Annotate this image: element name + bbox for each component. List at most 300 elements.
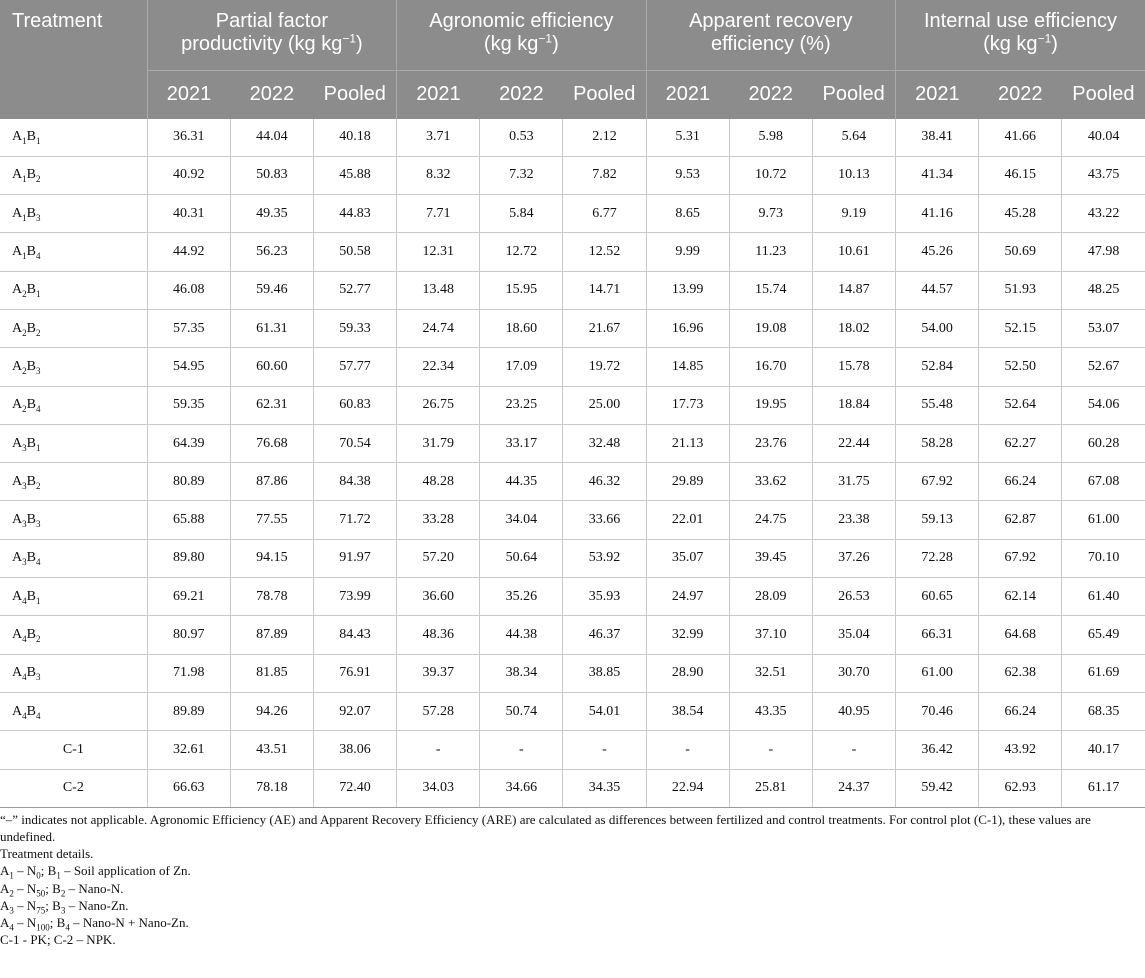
value-cell: 53.92 [563,539,646,577]
value-cell: 43.51 [230,731,313,769]
value-cell: 64.39 [147,424,230,462]
value-cell: 40.04 [1062,119,1145,157]
value-cell: 44.04 [230,119,313,157]
value-cell: 66.63 [147,769,230,807]
value-cell: 35.26 [480,578,563,616]
value-cell: 41.66 [979,119,1062,157]
value-cell: 57.20 [397,539,480,577]
value-cell: 41.34 [896,156,979,194]
value-cell: 17.09 [480,348,563,386]
treatment-details-list [0,862,1145,931]
value-cell: 18.60 [480,309,563,347]
value-cell: 45.26 [896,233,979,271]
treatment-cell [0,156,147,194]
detail-sep: ; B [45,897,61,913]
value-cell: 87.86 [230,463,313,501]
value-cell: 5.84 [480,195,563,233]
value-cell: 80.89 [147,463,230,501]
subheader-2-2: Pooled [812,70,895,119]
value-cell: 54.06 [1062,386,1145,424]
value-cell: 43.22 [1062,195,1145,233]
treatment-bn: 4 [35,250,41,261]
value-cell: 44.38 [480,616,563,654]
header-apparent-recovery-efficiency [646,0,895,70]
detail-part: Nano-N + Nano-Zn. [82,915,189,931]
header-sup: −1 [342,31,356,46]
value-cell: 31.79 [397,424,480,462]
value-cell: 84.43 [313,616,396,654]
value-cell: 11.23 [729,233,812,271]
value-cell: 40.95 [812,692,895,730]
treatment-cell [0,233,147,271]
value-cell: 69.21 [147,578,230,616]
treatment-an: 3 [22,557,27,568]
treatment-an: 2 [22,365,27,376]
value-cell: 53.07 [1062,309,1145,347]
treatment-bn: 3 [35,518,41,529]
value-cell: 21.13 [646,424,729,462]
value-cell: 67.92 [896,463,979,501]
treatment-bn: 3 [35,212,41,223]
value-cell: 62.87 [979,501,1062,539]
value-cell: 7.32 [480,156,563,194]
treatment-b: B [26,282,36,298]
value-cell: 55.48 [896,386,979,424]
value-cell: - [812,731,895,769]
detail-part: Nano-N. [78,880,124,896]
treatment-a: A [12,550,23,566]
value-cell: 40.92 [147,156,230,194]
treatment-cell [0,654,147,692]
value-cell: 65.88 [147,501,230,539]
value-cell: 87.89 [230,616,313,654]
table-row [0,233,1145,271]
value-cell: 89.80 [147,539,230,577]
detail-sep: ; B [40,863,57,879]
footnote-main: “–” indicates not applicable. Agronomic Efficiency (AE) and Apparent Recovery Efficiency (ARE) are calculated as differences between fertilized and control treatments. For control plot (C-1), these values are undefined. [0,811,1091,845]
value-cell: 37.26 [812,539,895,577]
treatment-a: A [12,167,23,183]
treatment-bn: 2 [35,327,41,338]
value-cell: 38.41 [896,119,979,157]
value-cell: 54.00 [896,309,979,347]
value-cell: 64.68 [979,616,1062,654]
value-cell: 39.45 [729,539,812,577]
value-cell: 9.53 [646,156,729,194]
table-row [0,692,1145,730]
table-row [0,539,1145,577]
treatment-bn: 3 [35,365,41,376]
treatment-b: B [26,244,36,260]
value-cell: 35.07 [646,539,729,577]
value-cell: 67.08 [1062,463,1145,501]
value-cell: 44.92 [147,233,230,271]
header-line-2: efficiency (%) [710,33,831,55]
value-cell: 77.55 [230,501,313,539]
detail-part: 1 [56,871,61,882]
table-row [0,195,1145,233]
treatment-cell [0,424,147,462]
treatment-cell [0,195,147,233]
value-cell: 19.72 [563,348,646,386]
header-line-1: Agronomic efficiency [429,10,614,32]
value-cell: 57.35 [147,309,230,347]
treatment-a: A [12,435,23,451]
value-cell: 62.38 [979,654,1062,692]
value-cell: 59.46 [230,271,313,309]
treatment-b: B [26,665,36,681]
treatment-b: B [26,129,36,145]
detail-part: 1 [9,871,14,882]
treatment-cell [0,271,147,309]
treatment-an: 1 [22,212,27,223]
value-cell: 43.75 [1062,156,1145,194]
value-cell: 12.72 [480,233,563,271]
value-cell: 46.15 [979,156,1062,194]
value-cell: - [646,731,729,769]
treatment-b: B [26,512,36,528]
value-cell: 43.35 [729,692,812,730]
value-cell: 33.17 [480,424,563,462]
value-cell: 44.35 [480,463,563,501]
value-cell: 50.58 [313,233,396,271]
value-cell: 38.54 [646,692,729,730]
value-cell: 19.08 [729,309,812,347]
treatment-a: A [12,205,23,221]
detail-sep: A [0,915,10,931]
treatment-cell [0,501,147,539]
detail-sep: ; B [45,880,61,896]
header-partial-factor-productivity [147,0,396,70]
table-row [0,731,1145,769]
value-cell: 34.35 [563,769,646,807]
value-cell: 2.12 [563,119,646,157]
value-cell: 76.68 [230,424,313,462]
treatment-cell: C-1 [0,731,147,769]
treatment-a: A [12,244,23,260]
treatment-bn: 4 [35,710,41,721]
treatment-cell [0,463,147,501]
value-cell: 50.69 [979,233,1062,271]
value-cell: 46.08 [147,271,230,309]
value-cell: 48.36 [397,616,480,654]
value-cell: 24.75 [729,501,812,539]
value-cell: 39.37 [397,654,480,692]
value-cell: 91.97 [313,539,396,577]
subheader-3-0: 2021 [896,70,979,119]
value-cell: - [563,731,646,769]
table-row [0,424,1145,462]
detail-sep: – [69,915,83,931]
value-cell: 62.14 [979,578,1062,616]
value-cell: 0.53 [480,119,563,157]
treatment-bn: 1 [35,135,41,146]
value-cell: 32.48 [563,424,646,462]
treatment-cell [0,616,147,654]
detail-sep: A [0,863,10,879]
value-cell: 5.98 [729,119,812,157]
treatment-a: A [12,282,23,298]
value-cell: 59.35 [147,386,230,424]
subheader-0-1: 2022 [230,70,313,119]
treatment-cell [0,119,147,157]
treatment-an: 3 [22,480,27,491]
value-cell: 52.77 [313,271,396,309]
subheader-1-0: 2021 [397,70,480,119]
subheader-2-0: 2021 [646,70,729,119]
treatment-a: A [12,320,23,336]
value-cell: 24.37 [812,769,895,807]
value-cell: 26.75 [397,386,480,424]
detail-sep: – N [13,915,37,931]
value-cell: 24.74 [397,309,480,347]
table-row [0,463,1145,501]
treatment-b: B [26,397,36,413]
value-cell: 58.28 [896,424,979,462]
treatment-cell [0,539,147,577]
header-line-2: productivity (kg kg [181,33,343,55]
value-cell: 32.51 [729,654,812,692]
value-cell: 44.57 [896,271,979,309]
value-cell: 18.84 [812,386,895,424]
value-cell: 52.64 [979,386,1062,424]
value-cell: 60.83 [313,386,396,424]
value-cell: 14.85 [646,348,729,386]
header-close: ) [552,33,559,55]
header-line-1: Partial factor [215,10,329,32]
treatment-an: 3 [22,442,27,453]
treatment-an: 4 [22,595,27,606]
header-close: ) [1051,33,1058,55]
value-cell: 32.99 [646,616,729,654]
value-cell: 22.01 [646,501,729,539]
value-cell: 23.38 [812,501,895,539]
value-cell: 70.54 [313,424,396,462]
control-details: C-1 - PK; C-2 – NPK. [0,932,116,948]
value-cell: 71.98 [147,654,230,692]
value-cell: 52.84 [896,348,979,386]
table-row [0,578,1145,616]
subheader-1-2: Pooled [563,70,646,119]
value-cell: 45.28 [979,195,1062,233]
table-header [0,0,1145,119]
table-row [0,501,1145,539]
value-cell: 78.18 [230,769,313,807]
detail-sep: – N [13,863,37,879]
value-cell: 54.95 [147,348,230,386]
header-line-1: Internal use efficiency [923,10,1118,32]
value-cell: 29.89 [646,463,729,501]
treatment-b: B [26,320,36,336]
value-cell: 61.40 [1062,578,1145,616]
detail-sep: A [0,880,10,896]
value-cell: 46.32 [563,463,646,501]
treatment-detail-line [0,862,1145,882]
treatment-a: A [12,512,23,528]
value-cell: - [397,731,480,769]
value-cell: 66.31 [896,616,979,654]
header-sup: −1 [1037,31,1052,46]
value-cell: 47.98 [1062,233,1145,271]
value-cell: 12.52 [563,233,646,271]
value-cell: 61.00 [1062,501,1145,539]
value-cell: 9.73 [729,195,812,233]
value-cell: 70.46 [896,692,979,730]
value-cell: 65.49 [1062,616,1145,654]
treatment-an: 2 [22,289,27,300]
value-cell: 52.67 [1062,348,1145,386]
detail-part: Nano-Zn. [78,897,129,913]
value-cell: 16.70 [729,348,812,386]
header-sup: −1 [538,31,553,46]
detail-part: 0 [36,871,41,882]
value-cell: 50.83 [230,156,313,194]
treatment-b: B [26,358,36,374]
table-footnotes [0,808,1145,949]
value-cell: 70.10 [1062,539,1145,577]
value-cell: 30.70 [812,654,895,692]
table-row [0,156,1145,194]
value-cell: 9.19 [812,195,895,233]
treatment-header: Treatment [0,0,147,119]
value-cell: 61.69 [1062,654,1145,692]
subheader-3-2: Pooled [1062,70,1145,119]
value-cell: 26.53 [812,578,895,616]
treatment-cell [0,692,147,730]
header-line-1: Apparent recovery [689,10,853,32]
value-cell: 40.17 [1062,731,1145,769]
value-cell: 45.88 [313,156,396,194]
value-cell: 61.00 [896,654,979,692]
value-cell: 61.17 [1062,769,1145,807]
value-cell: 92.07 [313,692,396,730]
value-cell: 5.64 [812,119,895,157]
value-cell: 22.44 [812,424,895,462]
treatment-an: 2 [22,327,27,338]
value-cell: 22.34 [397,348,480,386]
value-cell: 22.94 [646,769,729,807]
value-cell: 94.15 [230,539,313,577]
value-cell: 38.06 [313,731,396,769]
detail-sep: – [60,863,74,879]
value-cell: 62.31 [230,386,313,424]
header-close: ) [356,33,363,55]
value-cell: 7.71 [397,195,480,233]
value-cell: 56.23 [230,233,313,271]
treatment-b: B [26,435,36,451]
detail-part: 2 [9,888,14,899]
treatment-an: 1 [22,174,27,185]
value-cell: 23.25 [480,386,563,424]
value-cell: 35.04 [812,616,895,654]
table-row [0,119,1145,157]
value-cell: 66.24 [979,692,1062,730]
value-cell: 15.78 [812,348,895,386]
treatment-b: B [26,205,36,221]
treatment-cell [0,386,147,424]
treatment-an: 4 [22,672,27,683]
treatment-b: B [26,703,36,719]
value-cell: 36.60 [397,578,480,616]
treatment-bn: 1 [35,289,41,300]
treatment-bn: 4 [35,557,41,568]
table-row [0,769,1145,807]
value-cell: 52.50 [979,348,1062,386]
value-cell: 3.71 [397,119,480,157]
value-cell: 15.74 [729,271,812,309]
subheader-row [0,70,1145,119]
value-cell: 60.28 [1062,424,1145,462]
value-cell: 59.42 [896,769,979,807]
treatment-a: A [12,588,23,604]
treatment-cell [0,309,147,347]
value-cell: 8.65 [646,195,729,233]
value-cell: 89.89 [147,692,230,730]
detail-sep: ; B [49,915,66,931]
value-cell: 8.32 [397,156,480,194]
value-cell: 14.71 [563,271,646,309]
value-cell: 34.03 [397,769,480,807]
value-cell: - [480,731,563,769]
value-cell: 57.28 [397,692,480,730]
detail-sep: – [65,880,79,896]
value-cell: 25.00 [563,386,646,424]
value-cell: 34.04 [480,501,563,539]
treatment-b: B [26,167,36,183]
value-cell: 10.13 [812,156,895,194]
value-cell: 24.97 [646,578,729,616]
value-cell: 36.42 [896,731,979,769]
table-row [0,271,1145,309]
value-cell: 60.65 [896,578,979,616]
value-cell: 57.77 [313,348,396,386]
treatment-bn: 4 [35,404,41,415]
treatment-a: A [12,703,23,719]
value-cell: 18.02 [812,309,895,347]
value-cell: 68.35 [1062,692,1145,730]
value-cell: 80.97 [147,616,230,654]
detail-part: Soil application of Zn. [73,863,191,879]
table-row [0,386,1145,424]
value-cell: 72.28 [896,539,979,577]
value-cell: 36.31 [147,119,230,157]
value-cell: 17.73 [646,386,729,424]
treatment-bn: 3 [35,672,41,683]
value-cell: 32.61 [147,731,230,769]
treatment-cell: C-2 [0,769,147,807]
table-row [0,309,1145,347]
value-cell: 52.15 [979,309,1062,347]
value-cell: 61.31 [230,309,313,347]
header-agronomic-efficiency [397,0,646,70]
value-cell: 84.38 [313,463,396,501]
value-cell: 33.66 [563,501,646,539]
value-cell: 21.67 [563,309,646,347]
treatment-details-title: Treatment details. [0,846,94,862]
treatment-bn: 1 [35,595,41,606]
value-cell: 78.78 [230,578,313,616]
treatment-an: 4 [22,710,27,721]
treatment-detail-line [0,914,1145,931]
treatment-a: A [12,397,23,413]
table-row [0,616,1145,654]
value-cell: 81.85 [230,654,313,692]
value-cell: 62.27 [979,424,1062,462]
value-cell: 37.10 [729,616,812,654]
value-cell: 60.60 [230,348,313,386]
subheader-3-1: 2022 [979,70,1062,119]
value-cell: 59.13 [896,501,979,539]
